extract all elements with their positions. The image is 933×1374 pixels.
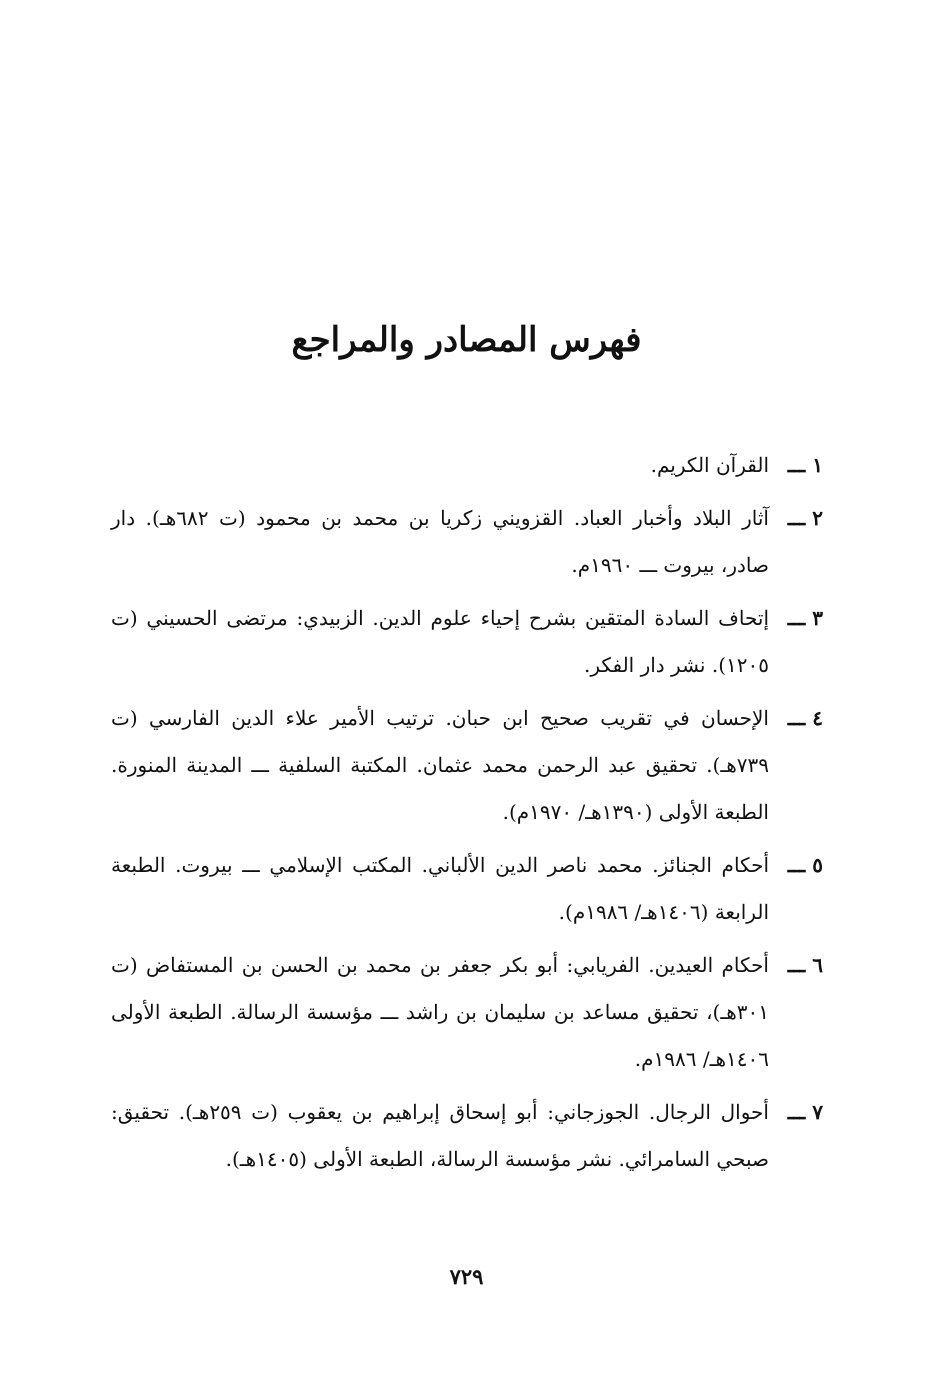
- reference-entry-1: [111, 442, 823, 489]
- reference-entry-6: [111, 942, 823, 1083]
- reference-text: آثار البلاد وأخبار العباد. القزويني زكريا بن محمد بن محمود (ت ٦٨٢هـ). دار صادر، بيروت ـــ ١٩٦٠م.: [111, 506, 769, 577]
- reference-entry-4: [111, 695, 823, 836]
- references-list: [111, 442, 823, 1189]
- reference-text: أحكام العيدين. الفريابي: أبو بكر جعفر بن محمد بن الحسن بن المستفاض (ت ٣٠١هـ)، تحقيق مساعد بن سليمان بن راشد ـــ مؤسسة الرسالة. الطبعة الأولى ١٤٠٦هـ/ ١٩٨٦م.: [111, 953, 769, 1071]
- reference-text: أحكام الجنائز. محمد ناصر الدين الألباني. المكتب الإسلامي ـــ بيروت. الطبعة الرابعة (١٤٠٦هـ/ ١٩٨٦م).: [111, 853, 769, 924]
- reference-number: ٢ ـــ: [787, 506, 823, 530]
- reference-entry-3: [111, 595, 823, 689]
- reference-text: أحوال الرجال. الجوزجاني: أبو إسحاق إبراهيم بن يعقوب (ت ٢٥٩هـ). تحقيق: صبحي السامرائي. نشر مؤسسة الرسالة، الطبعة الأولى (١٤٠٥هـ).: [111, 1100, 769, 1171]
- reference-text: القرآن الكريم.: [650, 453, 769, 477]
- page-title: فهرس المصادر والمراجع: [291, 320, 642, 360]
- reference-entry-5: [111, 842, 823, 936]
- reference-number: ١ ـــ: [787, 453, 823, 477]
- reference-text: الإحسان في تقريب صحيح ابن حبان. ترتيب الأمير علاء الدين الفارسي (ت ٧٣٩هـ). تحقيق عبد الرحمن محمد عثمان. المكتبة السلفية ـــ المدينة المنورة. الطبعة الأولى (١٣٩٠هـ/ ١٩٧٠م).: [111, 706, 769, 824]
- reference-number: ٤ ـــ: [787, 706, 823, 730]
- reference-entry-7: [111, 1089, 823, 1183]
- reference-number: ٧ ـــ: [787, 1100, 823, 1124]
- reference-entry-2: [111, 495, 823, 589]
- page-number: ٧٢٩: [449, 1264, 484, 1289]
- reference-number: ٥ ـــ: [787, 853, 823, 877]
- reference-number: ٦ ـــ: [787, 953, 823, 977]
- reference-number: ٣ ـــ: [787, 606, 823, 630]
- reference-text: إتحاف السادة المتقين بشرح إحياء علوم الدين. الزبيدي: مرتضى الحسيني (ت ١٢٠٥). نشر دار الفكر.: [111, 606, 769, 677]
